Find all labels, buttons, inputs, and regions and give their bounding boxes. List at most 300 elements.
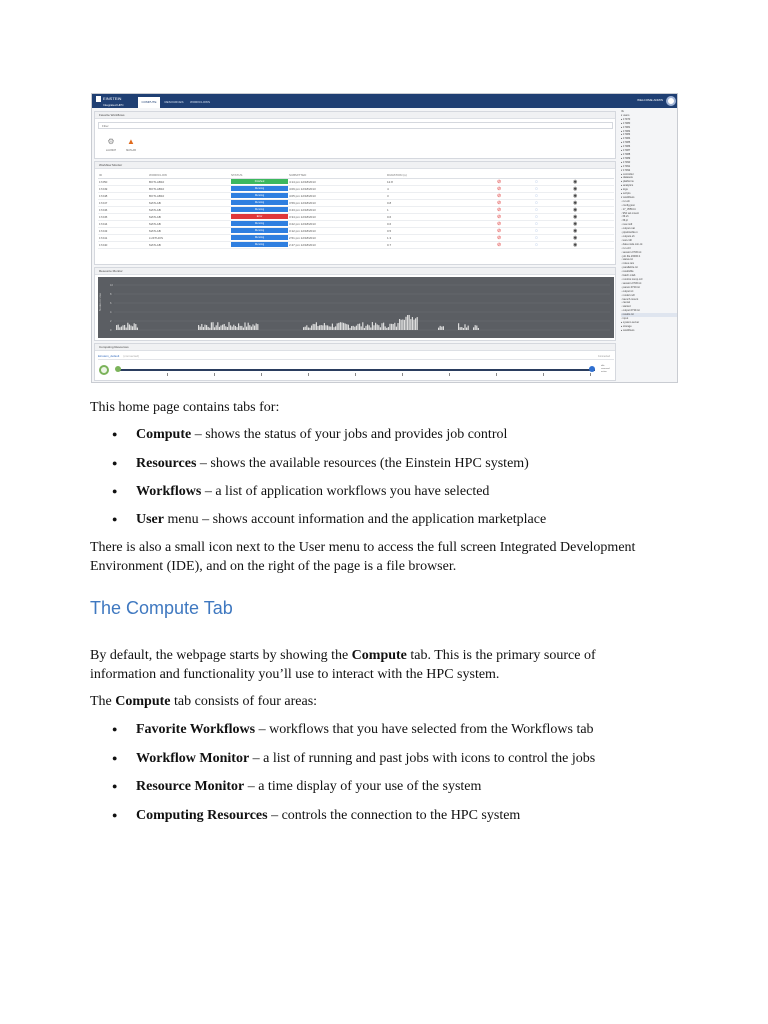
logo-mark-icon — [96, 96, 101, 102]
column-header: STATUS — [230, 172, 288, 178]
slider-tick — [402, 373, 403, 376]
file-tree-item[interactable]: ▸ 17087 — [621, 149, 631, 153]
file-tree-item[interactable]: ▾ 17092 — [621, 168, 631, 172]
usage-bar — [405, 317, 406, 330]
slider-end-handle[interactable] — [589, 366, 595, 372]
usage-bar — [343, 323, 344, 330]
usage-bar — [391, 324, 392, 330]
usage-bar — [378, 325, 379, 330]
refresh-job-icon[interactable]: ◌ — [535, 199, 538, 206]
chart-y-label: Nodes in Use — [98, 292, 102, 311]
resource-chart — [98, 277, 614, 338]
file-tree-item[interactable]: ◦ 954 sel.mount — [621, 211, 639, 215]
bullet-icon: ● — [112, 486, 118, 496]
file-tree-item[interactable]: ▸ controller — [621, 172, 634, 176]
usage-bar — [252, 324, 253, 330]
refresh-job-icon[interactable]: ◌ — [535, 227, 538, 234]
file-tree-item[interactable]: ▸ 17089 — [621, 156, 631, 160]
slider-tick — [449, 373, 450, 376]
table-row[interactable]: 17245 MATLAB Error 3:34 pm 12/18/2013 0.6 ⊘ ◌ ◉ — [98, 213, 614, 220]
ide-paragraph-line1: There is also a small icon next to the User menu to access the full screen Integrated Development — [90, 540, 636, 555]
file-tree-item[interactable]: ◦ run.sh — [621, 199, 630, 203]
usage-bar — [227, 327, 228, 330]
bullet-icon: ● — [112, 458, 118, 468]
status-badge: Running — [231, 235, 288, 240]
usage-bar — [367, 324, 368, 330]
bullet-icon: ● — [112, 781, 118, 791]
panel-title: Resource Monitor — [95, 268, 615, 275]
usage-bar — [341, 322, 342, 330]
file-tree-item[interactable]: ◦ model.mdl — [621, 293, 635, 297]
usage-bar — [249, 325, 250, 330]
slider-tick — [167, 373, 168, 376]
usage-bar — [335, 326, 336, 330]
usage-bar — [333, 327, 334, 330]
usage-bar — [248, 323, 249, 330]
usage-bar — [410, 319, 411, 330]
cancel-job-icon[interactable]: ⊘ — [497, 213, 502, 220]
usage-bar — [209, 328, 210, 330]
file-tree-item[interactable]: ▸ storage — [621, 324, 632, 328]
usage-bar — [317, 326, 318, 330]
usage-bar — [364, 328, 365, 330]
usage-bar — [402, 320, 403, 330]
file-tree-item[interactable]: ◦ launch.mount — [621, 297, 639, 301]
favorite-workflows-panel — [94, 111, 616, 159]
usage-bar — [329, 326, 330, 330]
usage-bar — [381, 323, 382, 330]
slider-tick — [496, 373, 497, 376]
file-tree-item[interactable]: ◦ config.json — [621, 203, 636, 207]
user-menu[interactable]: WELCOME ADMIN — [637, 98, 663, 102]
usage-bar — [211, 322, 212, 330]
bullet-icon: ● — [112, 810, 118, 820]
y-tick-label: 4 — [110, 311, 112, 314]
cancel-job-icon[interactable]: ⊘ — [497, 192, 502, 199]
file-tree-item[interactable]: ◦ param.0720.txt — [621, 285, 640, 289]
usage-bar — [463, 328, 464, 330]
usage-bar — [409, 315, 410, 330]
usage-bar — [468, 326, 469, 330]
usage-bar — [386, 328, 387, 330]
file-tree-item[interactable]: ◦ fill.sh — [621, 215, 629, 219]
table-row[interactable]: 17241 LUFTHOS Running 2:51 pm 12/18/2013 1.3 ⊘ ◌ ◉ — [98, 234, 614, 241]
table-row[interactable]: 17250 BOTLAB10 Finished 4:14 pm 12/18/2013 12.8 ⊘ ◌ ◉ — [98, 178, 614, 185]
usage-bar — [349, 328, 350, 330]
usage-bar — [201, 324, 202, 330]
slider-tick — [308, 373, 309, 376]
y-tick-label: 6 — [110, 302, 112, 305]
file-tree-item[interactable]: ◦ test.crdl — [621, 238, 632, 242]
file-tree-item[interactable]: ◦ session.0730.txt — [621, 250, 642, 254]
usage-bar — [316, 322, 317, 330]
table-row[interactable]: 17244 MATLAB Running 3:22 pm 12/18/2013 0.6 ⊘ ◌ ◉ — [98, 220, 614, 227]
file-tree-item[interactable]: ▸ 17084 — [621, 137, 631, 141]
usage-bar — [362, 322, 363, 330]
einstein-logo: EINSTEIN Integrated HPC — [96, 96, 136, 106]
view-job-icon[interactable]: ◉ — [573, 234, 578, 241]
usage-bar — [478, 328, 479, 330]
view-job-icon[interactable]: ◉ — [573, 241, 578, 248]
usage-bar — [217, 322, 218, 330]
refresh-job-icon[interactable]: ◌ — [535, 213, 538, 220]
status-badge: Error — [231, 214, 288, 219]
refresh-job-icon[interactable]: ◌ — [535, 185, 538, 192]
usage-bar — [461, 327, 462, 330]
cancel-job-icon[interactable]: ⊘ — [497, 199, 502, 206]
usage-bar — [313, 324, 314, 330]
file-tree-item[interactable]: ◦ output.txt — [621, 289, 634, 293]
usage-bar — [306, 325, 307, 330]
file-tree-item[interactable]: ▸ workflows — [621, 328, 635, 332]
view-job-icon[interactable]: ◉ — [573, 185, 578, 192]
usage-bar — [388, 327, 389, 330]
computing-resources-panel — [94, 343, 616, 381]
file-tree-item[interactable]: ◦ data.node.min.ck — [621, 242, 643, 246]
file-tree-item[interactable]: ◦ cancel — [621, 301, 631, 305]
usage-bar — [224, 324, 225, 330]
default-paragraph-line1: By default, the webpage starts by showing the Compute tab. This is the primary source of — [90, 648, 596, 663]
usage-bar — [373, 325, 374, 330]
usage-bar — [309, 328, 310, 330]
matlab-icon[interactable]: ▲ — [127, 137, 135, 146]
file-tree-item[interactable]: ▾ users — [621, 113, 630, 117]
slider-start-handle[interactable] — [115, 366, 121, 372]
resource-monitor-panel — [94, 267, 616, 341]
usage-bar — [311, 326, 312, 330]
slider-tick — [590, 373, 591, 376]
view-job-icon[interactable]: ◉ — [573, 199, 578, 206]
usage-bar — [314, 324, 315, 330]
view-job-icon[interactable]: ◉ — [573, 227, 578, 234]
resource-state: (connected) — [123, 354, 140, 358]
usage-bar — [438, 328, 439, 330]
slider-tick — [261, 373, 262, 376]
usage-bar — [325, 325, 326, 330]
app-screenshot — [91, 93, 678, 383]
usage-bar — [357, 324, 358, 330]
file-tree-item[interactable]: ▸ 17081 — [621, 125, 631, 129]
usage-bar — [464, 324, 465, 330]
file-tree-item[interactable]: ◦ resultsfile — [621, 270, 634, 274]
usage-bar — [407, 315, 408, 330]
status-badge: Running — [231, 193, 288, 198]
usage-bar — [206, 325, 207, 330]
cancel-job-icon[interactable]: ⊘ — [497, 185, 502, 192]
file-tree-item[interactable]: ▸ datasets — [621, 176, 633, 180]
usage-bar — [332, 324, 333, 330]
file-tree-item[interactable]: ◦ job.file.23000.b — [621, 254, 641, 258]
cancel-job-icon[interactable]: ⊘ — [497, 227, 502, 234]
favorite-filter-input[interactable]: Filter — [98, 122, 613, 129]
usage-bar — [212, 322, 213, 330]
status-badge: Running — [231, 200, 288, 205]
usage-bar — [401, 320, 402, 330]
tab-workflows[interactable]: WORKFLOWS — [190, 100, 210, 104]
cancel-job-icon[interactable]: ⊘ — [497, 206, 502, 213]
app-topbar — [92, 94, 678, 108]
usage-bar — [236, 327, 237, 330]
file-tree-item[interactable]: ◦ notes.ram — [621, 262, 635, 266]
resource-slider[interactable] — [117, 369, 595, 371]
bullet-icon: ● — [112, 514, 118, 524]
usage-bar — [394, 323, 395, 330]
refresh-job-icon[interactable]: ◌ — [535, 220, 538, 227]
usage-bar — [330, 327, 331, 330]
power-icon[interactable] — [99, 365, 109, 375]
usage-bar — [365, 326, 366, 330]
usage-bar — [399, 319, 400, 330]
usage-bar — [351, 326, 352, 330]
usage-bar — [475, 325, 476, 330]
areas-intro: The Compute tab consists of four areas: — [90, 694, 318, 709]
usage-bar — [137, 328, 138, 330]
file-tree-item[interactable]: ▸ logs — [621, 188, 628, 192]
file-tree-item[interactable]: ◦ 17_3556.bt — [621, 207, 636, 211]
file-tree-item[interactable]: ◦ run.ctrl — [621, 246, 631, 250]
view-job-icon[interactable]: ◉ — [573, 192, 578, 199]
table-row[interactable]: 17243 MATLAB Running 3:12 pm 12/18/2013 0.5 ⊘ ◌ ◉ — [98, 227, 614, 234]
panel-title: Favorite Workflows — [95, 112, 615, 119]
usage-bar — [220, 325, 221, 330]
usage-bar — [404, 320, 405, 330]
usage-bar — [322, 325, 323, 330]
file-tree-item[interactable]: ◦ status.txt — [621, 258, 634, 262]
status-badge: Running — [231, 228, 288, 233]
usage-bar — [243, 328, 244, 330]
usage-bar — [397, 323, 398, 330]
file-tree-item[interactable]: ▸ system.server — [621, 320, 640, 324]
usage-bar — [132, 326, 133, 330]
usage-bar — [228, 322, 229, 330]
usage-bar — [348, 325, 349, 330]
file-tree-item[interactable]: ◦ pipelinefile.m — [621, 231, 638, 235]
usage-bar — [412, 317, 413, 330]
resource-name: Einstein_default — [98, 354, 120, 358]
file-tree-item[interactable]: ▸ 17085 — [621, 141, 631, 145]
usage-bar — [345, 324, 346, 330]
resource-status: Connected — [597, 355, 610, 358]
column-header: SUBMITTED — [288, 172, 386, 178]
usage-bar — [417, 317, 418, 330]
usage-bar — [476, 326, 477, 330]
bullet-icon: ● — [112, 753, 118, 763]
file-browser — [621, 110, 677, 382]
usage-bar — [240, 326, 241, 330]
usage-bar — [383, 323, 384, 330]
file-tree-item[interactable]: ▸ 17082 — [621, 129, 631, 133]
file-tree-item[interactable]: ▸ 17070 — [621, 117, 631, 121]
favorite-label: MATLAB — [126, 149, 136, 152]
usage-bar — [473, 327, 474, 330]
y-tick-label: 2 — [110, 320, 112, 323]
usage-bar — [370, 327, 371, 330]
bullet-icon: ● — [112, 724, 118, 734]
file-tree-item[interactable]: ▸ 17083 — [621, 133, 631, 137]
slider-tick — [355, 373, 356, 376]
usage-bar — [124, 325, 125, 330]
file-tree-item[interactable]: ◦ monitor.comp.mtl — [621, 277, 643, 281]
usage-bar — [353, 326, 354, 330]
file-tree-item[interactable]: ◦ started — [621, 305, 631, 309]
usage-bar — [244, 322, 245, 330]
usage-bar — [238, 323, 239, 330]
file-tree-item[interactable]: ◦ outputs.sh — [621, 235, 635, 238]
table-row[interactable]: 17247 MATLAB Running 3:59 pm 12/18/2013 0.8 ⊘ ◌ ◉ — [98, 199, 614, 206]
ide-paragraph-line2: Environment (IDE), and on the right of the page is a file browser. — [90, 559, 457, 574]
refresh-job-icon[interactable]: ◌ — [535, 178, 538, 185]
table-row[interactable]: 17248 BOTLAB10 Running 4:05 pm 12/18/2013 3 ⊘ ◌ ◉ — [98, 192, 614, 199]
view-job-icon[interactable]: ◉ — [573, 213, 578, 220]
usage-bar — [204, 325, 205, 330]
cancel-job-icon[interactable]: ⊘ — [497, 234, 502, 241]
usage-bar — [393, 324, 394, 330]
usage-bar — [308, 327, 309, 330]
usage-bar — [346, 324, 347, 330]
file-tree-item[interactable]: ◦ parallelize.txt — [621, 266, 638, 270]
y-tick-label: 8 — [110, 293, 112, 296]
cancel-job-icon[interactable]: ⊘ — [497, 220, 502, 227]
usage-bar — [235, 326, 236, 330]
table-row[interactable]: 17246 MATLAB Running 3:43 pm 12/18/2013 1 ⊘ ◌ ◉ — [98, 206, 614, 213]
cancel-job-icon[interactable]: ⊘ — [497, 178, 502, 185]
file-tree-item[interactable]: ▸ 17086 — [621, 145, 631, 149]
usage-bar — [216, 325, 217, 330]
usage-bar — [369, 325, 370, 330]
usage-bar — [222, 325, 223, 330]
usage-bar — [380, 327, 381, 330]
usage-bar — [441, 327, 442, 330]
usage-bar — [303, 327, 304, 330]
file-tree-item[interactable]: ▸ scripts — [621, 192, 631, 196]
usage-bar — [466, 327, 467, 330]
column-header: DURATION (s) — [386, 172, 496, 178]
file-tree-item[interactable]: ◦ new.mdl — [621, 223, 633, 227]
column-header: WORKFLOW — [148, 172, 230, 178]
workflow-monitor-panel — [94, 161, 616, 265]
workflow-table — [98, 172, 614, 249]
file-tree-item[interactable]: /fs — [621, 110, 624, 113]
usage-bar — [246, 327, 247, 330]
file-tree-item[interactable]: ▸ platforms — [621, 180, 634, 184]
file-tree-item[interactable]: ◦ output.mat — [621, 227, 635, 231]
usage-bar — [257, 324, 258, 330]
usage-bar — [396, 327, 397, 330]
panel-title: Computing Resources — [95, 344, 615, 351]
usage-bar — [337, 323, 338, 330]
resource-row[interactable] — [98, 353, 614, 360]
file-tree-item[interactable]: ◦ fill.pl — [621, 219, 628, 223]
usage-bar — [241, 326, 242, 330]
table-row[interactable]: 17240 MATLAB Running 2:47 pm 12/18/2013 0.7 ⊘ ◌ ◉ — [98, 241, 614, 248]
file-tree-item[interactable]: ▸ 17088 — [621, 152, 631, 156]
usage-bar — [121, 327, 122, 330]
cancel-job-icon[interactable]: ⊘ — [497, 241, 502, 248]
usage-bar — [377, 324, 378, 330]
intro-paragraph: This home page contains tabs for: — [90, 400, 280, 415]
usage-bar — [443, 326, 444, 330]
usage-bar — [119, 327, 120, 330]
avatar[interactable] — [666, 96, 676, 106]
usage-bar — [214, 327, 215, 330]
default-paragraph-line2: information and functionality you’ll use to interact with the HPC system. — [90, 667, 500, 682]
view-job-icon[interactable]: ◉ — [573, 206, 578, 213]
tab-resources[interactable]: RESOURCES — [164, 100, 184, 104]
file-tree-item[interactable]: ▸ 17090 — [621, 160, 631, 164]
file-tree-item[interactable]: ◦ batch.mlab — [621, 274, 636, 278]
file-tree-item[interactable]: ▸ 17080 — [621, 121, 631, 125]
usage-bar — [359, 324, 360, 330]
section-heading: The Compute Tab — [90, 598, 233, 618]
file-tree-item[interactable]: ◦ output.0730.txt — [621, 309, 640, 313]
file-tree-item[interactable]: ▾ workflows — [621, 195, 635, 199]
file-tree-item[interactable]: ◦ input — [621, 317, 629, 321]
usage-bar — [225, 326, 226, 330]
usage-bar — [198, 325, 199, 330]
view-job-icon[interactable]: ◉ — [573, 220, 578, 227]
usage-bar — [413, 320, 414, 330]
status-badge: Finished — [231, 179, 288, 184]
usage-bar — [305, 327, 306, 330]
usage-bar — [354, 327, 355, 330]
refresh-job-icon[interactable]: ◌ — [535, 192, 538, 199]
usage-bar — [233, 325, 234, 330]
usage-bar — [130, 326, 131, 330]
usage-bar — [458, 323, 459, 330]
usage-bar — [327, 325, 328, 330]
usage-bar — [118, 325, 119, 330]
view-job-icon[interactable]: ◉ — [573, 178, 578, 185]
usage-bar — [319, 325, 320, 330]
file-tree-item[interactable]: ◦ results.txt — [621, 313, 677, 317]
usage-bar — [219, 327, 220, 330]
refresh-job-icon[interactable]: ◌ — [535, 234, 538, 241]
file-tree-item[interactable]: ▸ 17091 — [621, 164, 631, 168]
usage-bar — [232, 327, 233, 330]
usage-bar — [372, 322, 373, 330]
panel-title: Workflow Monitor — [95, 162, 615, 169]
file-tree-item[interactable]: ◦ session.0730.txt — [621, 281, 642, 285]
usage-bar — [122, 325, 123, 330]
bullet-icon: ● — [112, 429, 118, 439]
tab-compute[interactable]: COMPUTE — [138, 97, 160, 108]
launch-icon[interactable]: ⚙ — [107, 137, 115, 146]
favorite-label: LAUNCH — [105, 149, 117, 152]
status-badge: Running — [231, 186, 288, 191]
usage-bar — [460, 327, 461, 330]
refresh-job-icon[interactable]: ◌ — [535, 241, 538, 248]
slider-tick — [214, 373, 215, 376]
usage-bar — [208, 327, 209, 330]
refresh-job-icon[interactable]: ◌ — [535, 206, 538, 213]
slider-tick — [543, 373, 544, 376]
slider-legend: idle reserved active — [601, 365, 610, 373]
usage-bar — [256, 323, 257, 330]
usage-bar — [251, 327, 252, 330]
usage-bar — [361, 326, 362, 330]
y-tick-label: 0 — [110, 329, 112, 332]
usage-bar — [375, 323, 376, 330]
usage-bar — [116, 325, 117, 330]
file-tree-item[interactable]: ▸ analytics — [621, 184, 634, 188]
usage-bar — [440, 326, 441, 330]
usage-bar — [127, 323, 128, 330]
usage-bar — [324, 323, 325, 330]
usage-bar — [254, 326, 255, 330]
usage-bar — [135, 324, 136, 330]
y-tick-label: 10 — [110, 284, 113, 287]
table-row[interactable]: 17249 BOTLAB10 Running 4:09 pm 12/18/2013 4 ⊘ ◌ ◉ — [98, 185, 614, 192]
